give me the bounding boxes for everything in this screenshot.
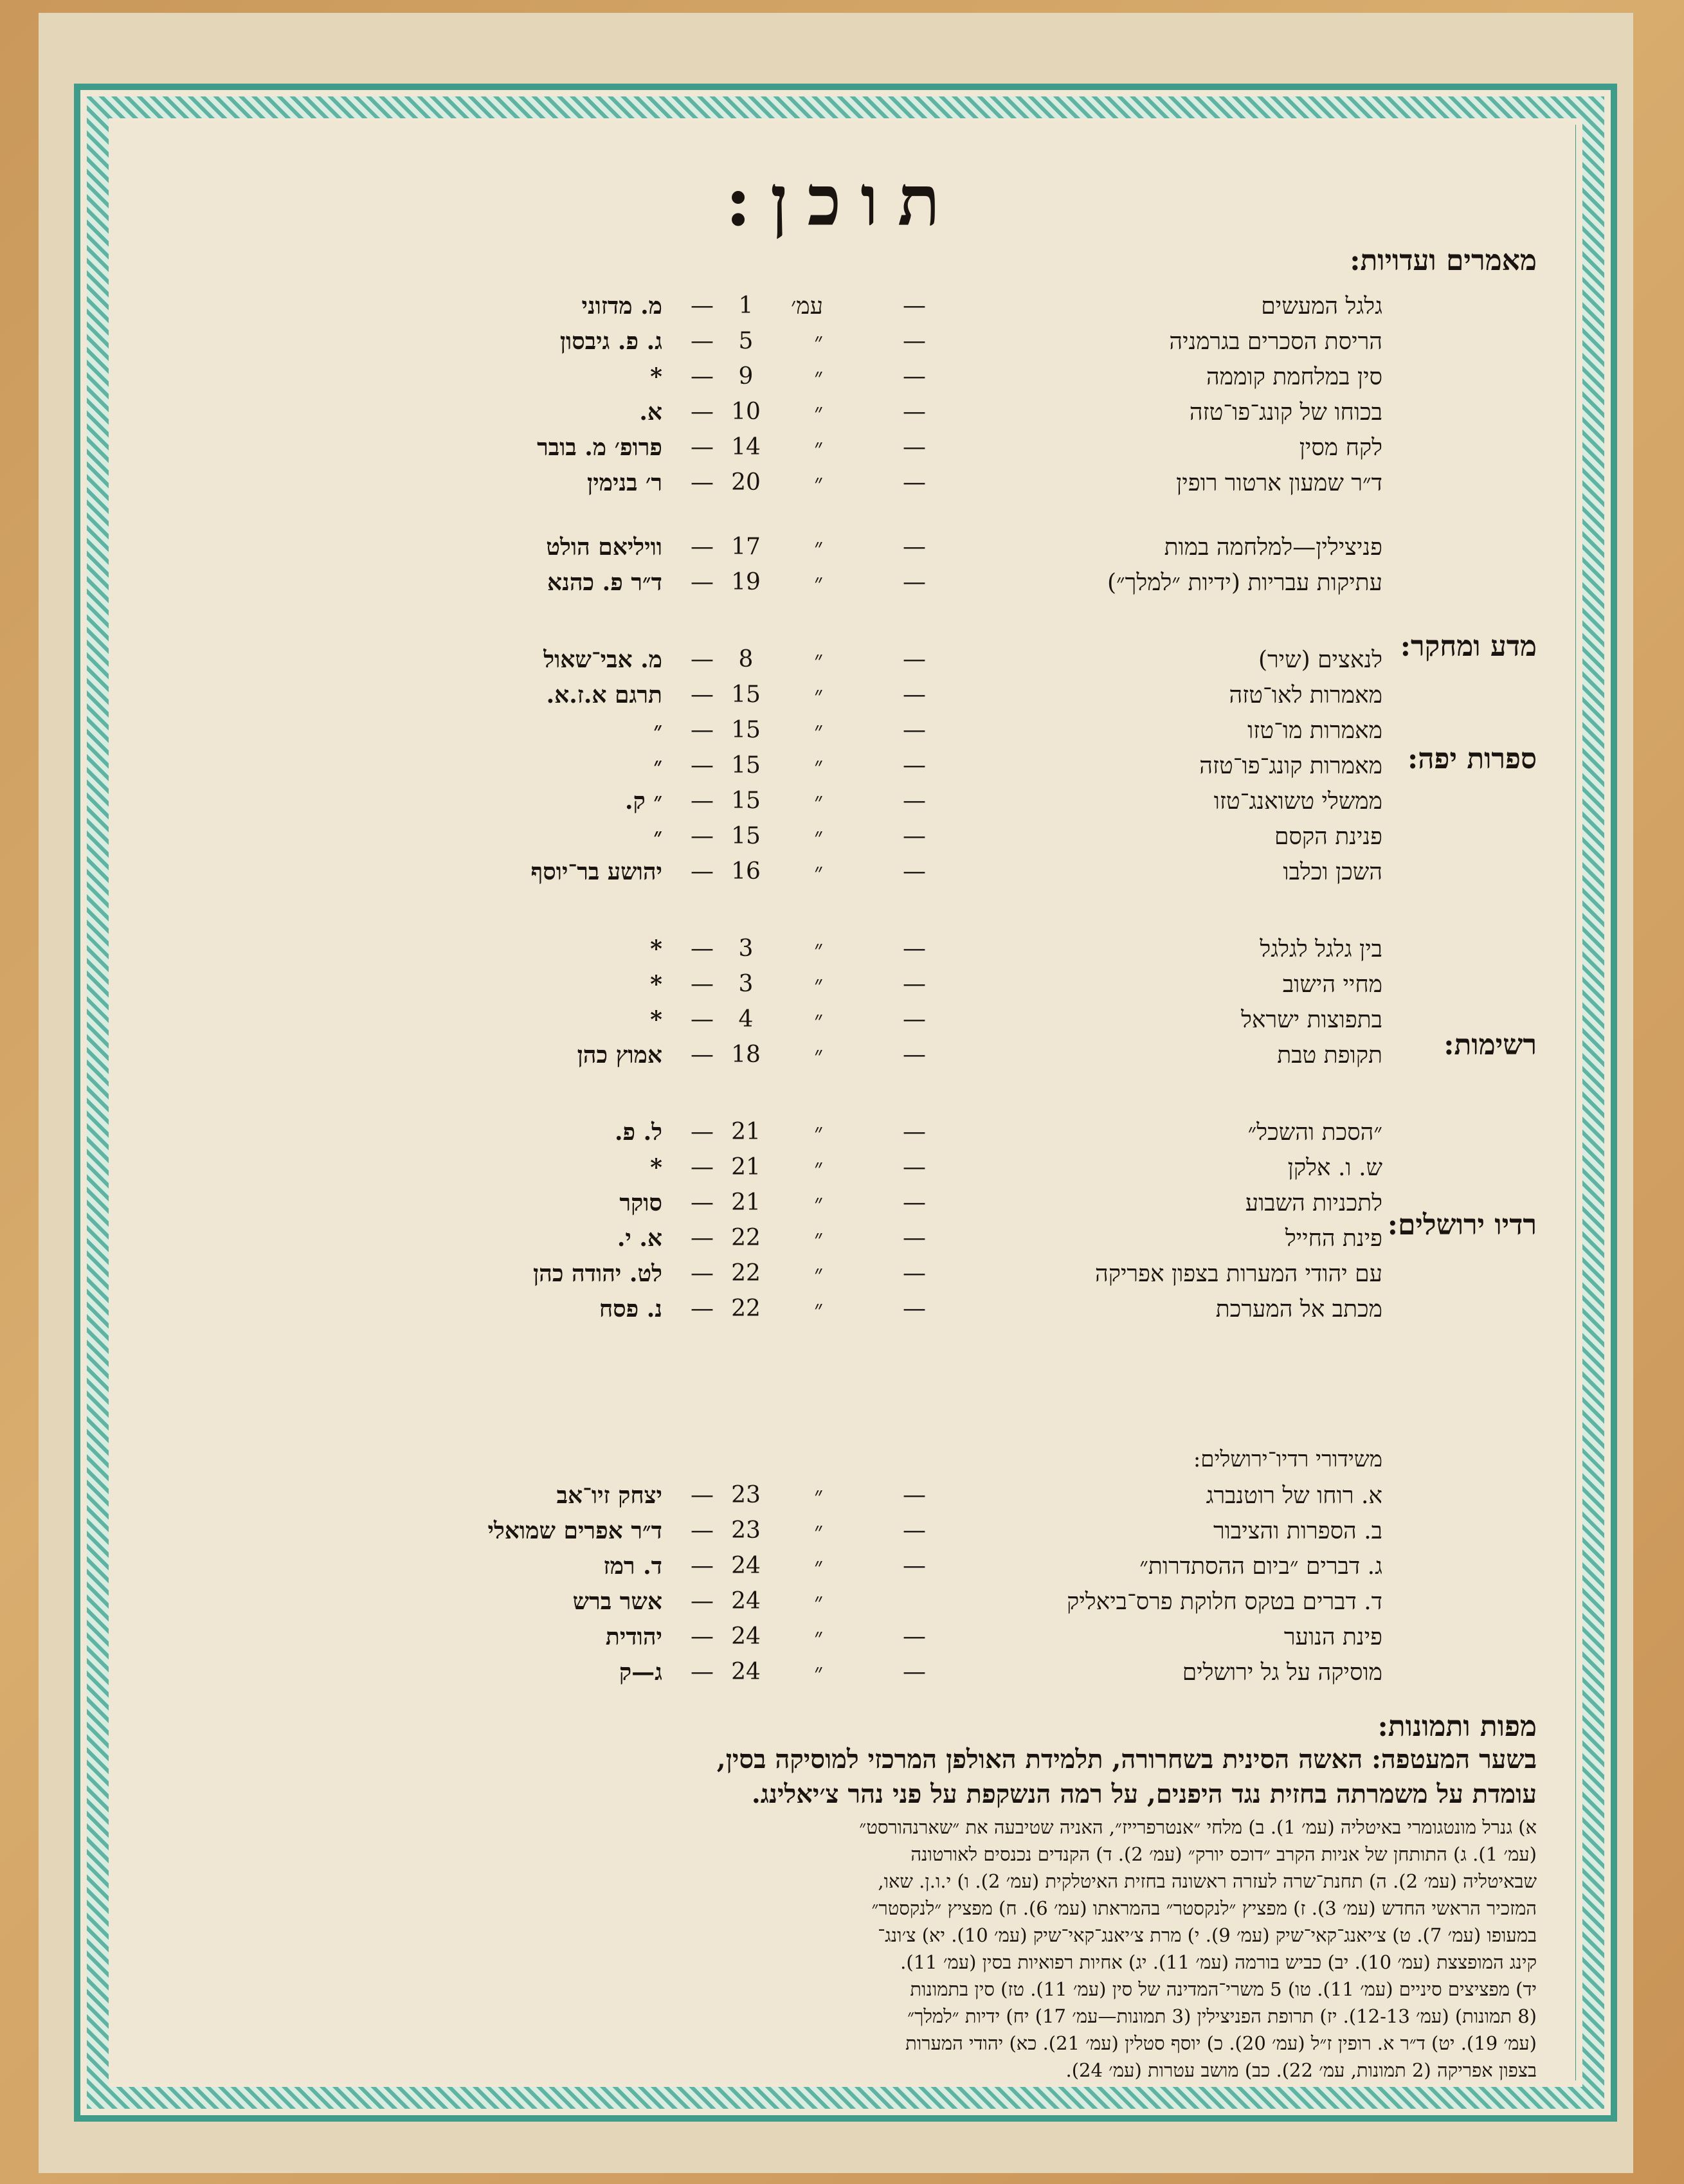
entry-author: יהודית — [605, 1623, 662, 1650]
entry-title: מחיי הישוב — [1282, 971, 1382, 998]
entry-title: בין גלגל לגלגל — [1260, 936, 1382, 962]
entry-title: עתיקות עבריות (ידיות ״למלך״) — [1107, 570, 1382, 596]
entry-separator: — — [691, 1623, 714, 1650]
section-heading-literature: ספרות יפה: — [1407, 743, 1537, 775]
entry-author: ״ — [653, 752, 662, 779]
toc-entry — [109, 469, 1575, 501]
entry-author: * — [650, 1154, 662, 1181]
entry-author: ר׳ בנימין — [587, 469, 662, 496]
entry-separator: — — [903, 1517, 926, 1544]
entry-separator: — — [903, 1553, 926, 1579]
entry-page-prefix: עמ׳ — [790, 293, 823, 320]
entry-page-prefix: ״ — [814, 329, 823, 355]
entry-page-prefix: ״ — [814, 1553, 823, 1580]
toc-entry — [109, 1260, 1575, 1292]
entry-page-prefix: ״ — [814, 1007, 823, 1033]
entry-separator: — — [691, 469, 714, 496]
entry-separator: — — [691, 1295, 714, 1322]
entry-title: ב. הספרות והציבור — [1213, 1518, 1382, 1544]
entry-title: מכתב אל המערכת — [1215, 1296, 1382, 1322]
entry-title: ד״ר שמעון ארטור רופין — [1176, 470, 1382, 496]
entry-title: השכן וכלבו — [1283, 859, 1382, 885]
entry-page-number: 16 — [731, 858, 761, 885]
entry-separator: — — [691, 1006, 714, 1033]
toc-entry — [109, 534, 1575, 566]
section-heading-radio: רדיו ירושלים: — [1387, 1209, 1537, 1241]
entry-separator: — — [903, 1119, 926, 1145]
picture-list-line: קינג המופצצת (עמ׳ 10). יב) כביש בורמה (עמ׳ 11). יג) אחיות רפואיות בסין (עמ׳ 11). — [900, 1951, 1537, 1973]
entry-page-prefix: ״ — [814, 788, 823, 815]
entry-title: עם יהודי המערות בצפון אפריקה — [1094, 1261, 1382, 1287]
toc-entry — [109, 681, 1575, 714]
entry-page-number: 22 — [731, 1260, 761, 1286]
entry-separator: — — [691, 1588, 714, 1614]
entry-author: ד״ר אפרים שמואלי — [487, 1517, 662, 1544]
entry-page-number: 15 — [731, 717, 761, 743]
entry-author: לט. יהודה כהן — [532, 1260, 662, 1287]
entry-page-prefix: ״ — [814, 824, 823, 850]
entry-separator: — — [903, 646, 926, 672]
entry-page-number: 21 — [731, 1119, 761, 1145]
entry-author: נ. פסח — [599, 1295, 662, 1322]
entry-separator: — — [691, 1482, 714, 1508]
entry-author: ל. פ. — [614, 1119, 662, 1146]
entry-title: בכוחו של קונג־פו־טזה — [1189, 399, 1382, 426]
toc-entry — [109, 434, 1575, 466]
toc-entry — [109, 646, 1575, 678]
picture-list-line: במעופו (עמ׳ 7). ט) צ׳יאנג־קאי־שיק (עמ׳ 9). י) מרת צ׳יאנג־קאי־שיק (עמ׳ 10). יא) צ׳ונג־ — [878, 1924, 1537, 1946]
picture-list-line: (8 תמונות) (עמ׳ 12-13). יז) תרופת הפניצילין (3 תמונות—עמ׳ 17) יח) ידיות ״למלך״ — [907, 2005, 1537, 2027]
entry-separator: — — [903, 293, 926, 319]
entry-separator: — — [903, 534, 926, 560]
toc-entry — [109, 1189, 1575, 1222]
entry-page-number: 17 — [731, 534, 761, 560]
toc-entry — [109, 399, 1575, 431]
toc-entry — [109, 328, 1575, 360]
entry-page-number: 23 — [731, 1517, 761, 1544]
entry-title: תקופת טבת — [1277, 1042, 1382, 1069]
entry-separator: — — [903, 363, 926, 390]
toc-entry — [109, 1225, 1575, 1257]
entry-title: פינת החייל — [1285, 1225, 1382, 1252]
entry-separator: — — [691, 971, 714, 997]
entry-page-prefix: ״ — [814, 936, 823, 962]
toc-entry — [109, 1553, 1575, 1585]
entry-separator: — — [903, 681, 926, 708]
picture-list-line: המזכיר הראשי החדש (עמ׳ 3). ז) מפציץ ״לנקסטר״ בהמראתו (עמ׳ 6). ח) מפציץ ״לנקסטר״ — [871, 1897, 1537, 1919]
radio-subheading: משידורי רדיו־ירושלים: — [1193, 1447, 1382, 1472]
entry-page-number: 19 — [731, 569, 761, 595]
picture-list-line: (עמ׳ 19). יט) ד״ר א. רופין ז״ל (עמ׳ 20). כ) יוסף סטלין (עמ׳ 21). כא) יהודי המערות — [905, 2032, 1537, 2054]
entry-separator: — — [903, 788, 926, 814]
entry-page-number: 24 — [731, 1623, 761, 1650]
entry-author: ״ ק. — [624, 788, 662, 815]
entry-separator: — — [691, 823, 714, 849]
entry-author: א. — [639, 399, 662, 426]
toc-entry — [109, 823, 1575, 855]
entry-page-number: 24 — [731, 1588, 761, 1614]
entry-page-number: 14 — [731, 434, 761, 460]
entry-page-prefix: ״ — [814, 1296, 823, 1322]
entry-author: ג—ק — [619, 1659, 662, 1686]
toc-entry — [109, 752, 1575, 784]
entry-separator: — — [691, 1042, 714, 1068]
entry-page-prefix: ״ — [814, 1155, 823, 1181]
entry-title: לתכניות השבוע — [1245, 1190, 1382, 1216]
entry-author: * — [650, 363, 662, 390]
toc-entry — [109, 717, 1575, 749]
entry-separator: — — [903, 328, 926, 354]
entry-title: לנאצים (שיר) — [1258, 647, 1382, 673]
entry-separator: — — [691, 646, 714, 672]
entry-separator: — — [903, 569, 926, 595]
section-heading-maps-pictures: מפות ותמונות: — [1377, 1710, 1537, 1743]
entry-page-number: 21 — [731, 1154, 761, 1180]
entry-separator: — — [903, 1295, 926, 1322]
toc-entry — [109, 1482, 1575, 1514]
entry-page-prefix: ״ — [814, 1261, 823, 1287]
entry-separator: — — [903, 717, 926, 743]
entry-title: סין במלחמת קוממה — [1206, 364, 1382, 390]
entry-separator: — — [691, 935, 714, 962]
entry-separator: — — [903, 1260, 926, 1286]
entry-separator: — — [691, 788, 714, 814]
entry-author: מ. מדזוני — [581, 293, 662, 320]
entry-page-number: 10 — [731, 399, 761, 425]
entry-separator: — — [691, 399, 714, 425]
entry-page-number: 5 — [738, 328, 754, 354]
entry-separator: — — [903, 1006, 926, 1033]
toc-entry — [109, 858, 1575, 890]
entry-author: ד״ר פ. כהנא — [547, 569, 662, 596]
entry-author: * — [650, 971, 662, 998]
entry-separator: — — [903, 1482, 926, 1508]
entry-separator: — — [691, 1517, 714, 1544]
section-heading-science: מדע ומחקר: — [1400, 630, 1537, 663]
entry-title: מאמרות מו־טזו — [1247, 717, 1382, 744]
entry-separator: — — [903, 1042, 926, 1068]
page-title: תוכן: — [725, 161, 959, 242]
entry-separator: — — [691, 293, 714, 319]
entry-page-number: 3 — [738, 935, 754, 962]
entry-page-number: 20 — [731, 469, 761, 496]
entry-page-prefix: ״ — [814, 1659, 823, 1686]
entry-separator: — — [903, 1154, 926, 1180]
entry-page-number: 15 — [731, 788, 761, 814]
entry-separator: — — [691, 1260, 714, 1286]
picture-list-line: א) גנרל מונטגומרי באיטליה (עמ׳ 1). ב) מלחי ״אנטרפרייז״, האניה שטיבעה את ״שארנהורסט״ — [859, 1816, 1537, 1838]
entry-separator: — — [691, 1119, 714, 1145]
entry-author: יצחק זיו־אב — [556, 1482, 662, 1509]
entry-title: מאמרות לאו־טזה — [1229, 682, 1382, 708]
entry-separator: — — [903, 935, 926, 962]
entry-separator: — — [903, 1623, 926, 1650]
entry-page-number: 8 — [738, 646, 754, 672]
entry-page-prefix: ״ — [814, 717, 823, 744]
entry-separator: — — [903, 399, 926, 425]
entry-title: ש. ו. אלקן — [1287, 1155, 1382, 1181]
entry-separator: — — [903, 971, 926, 997]
entry-page-number: 4 — [738, 1006, 754, 1033]
entry-title: מוסיקה על גל ירושלים — [1182, 1659, 1382, 1686]
entry-title: פנינת הקסם — [1274, 824, 1382, 850]
toc-entry — [109, 1623, 1575, 1656]
entry-page-number: 3 — [738, 971, 754, 997]
entry-page-prefix: ״ — [814, 470, 823, 496]
entry-title: הריסת הסכרים בגרמניה — [1169, 329, 1382, 355]
toc-entry — [109, 1517, 1575, 1549]
entry-author: ״ — [653, 823, 662, 850]
entry-separator: — — [691, 1154, 714, 1180]
entry-page-prefix: ״ — [814, 971, 823, 998]
toc-entry — [109, 1119, 1575, 1151]
picture-list-line: שבאיטליה (עמ׳ 2). ה) תחנת־שרה לעזרה ראשונה בחזית האיטלקית (עמ׳ 2). ו) י.ו.ן. שאו, — [878, 1870, 1537, 1892]
toc-entry — [109, 935, 1575, 968]
entry-title: בתפוצות ישראל — [1241, 1007, 1382, 1033]
entry-title: ג. דברים ״ביום ההסתדרות״ — [1139, 1553, 1382, 1580]
entry-separator: — — [691, 363, 714, 390]
entry-page-number: 9 — [738, 363, 754, 390]
toc-entry — [109, 1042, 1575, 1074]
entry-author: * — [650, 1006, 662, 1033]
entry-page-prefix: ״ — [814, 859, 823, 885]
entry-title: פינת הנוער — [1283, 1624, 1382, 1650]
entry-separator: — — [903, 469, 926, 496]
entry-author: אמוץ כהן — [577, 1042, 662, 1069]
section-heading-notes: רשימות: — [1444, 1029, 1537, 1061]
entry-author: ד. רמז — [603, 1553, 662, 1580]
entry-separator: — — [691, 1225, 714, 1251]
entry-page-prefix: ״ — [814, 647, 823, 673]
entry-page-number: 24 — [731, 1659, 761, 1685]
entry-author: אשר ברש — [572, 1588, 662, 1615]
entry-title: ״הסכת והשכל״ — [1247, 1119, 1382, 1146]
entry-separator: — — [691, 858, 714, 885]
entry-page-prefix: ״ — [814, 570, 823, 596]
entry-title: מאמרות קונג־פו־טזה — [1199, 753, 1382, 779]
entry-separator: — — [903, 752, 926, 779]
entry-separator: — — [903, 1225, 926, 1251]
entry-separator: — — [691, 717, 714, 743]
toc-entry — [109, 971, 1575, 1003]
picture-list-line: יד) מפציצים סיניים (עמ׳ 11). טו) 5 משרי־המדינה של סין (עמ׳ 11). טז) סין בתמונות — [910, 1978, 1537, 2000]
entry-page-number: 15 — [731, 681, 761, 708]
entry-separator: — — [903, 434, 926, 460]
entry-page-prefix: ״ — [814, 534, 823, 561]
toc-entry — [109, 293, 1575, 325]
entry-author: א. י. — [617, 1225, 662, 1252]
entry-author: תרגם א.ז.א. — [546, 681, 662, 708]
entry-author: * — [650, 935, 662, 962]
section-heading-articles: מאמרים ועדויות: — [1350, 244, 1537, 277]
entry-page-prefix: ״ — [814, 1589, 823, 1615]
entry-title: פניצילין—למלחמה במות — [1164, 534, 1382, 561]
toc-entry — [109, 1006, 1575, 1038]
entry-author: ״ — [653, 717, 662, 744]
toc-entry — [109, 1154, 1575, 1186]
entry-separator: — — [691, 752, 714, 779]
entry-separator: — — [903, 823, 926, 849]
entry-separator: — — [691, 534, 714, 560]
toc-entry — [109, 788, 1575, 820]
entry-page-number: 22 — [731, 1225, 761, 1251]
toc-entry — [109, 1588, 1575, 1620]
entry-page-prefix: ״ — [814, 1518, 823, 1544]
entry-separator: — — [903, 1659, 926, 1685]
entry-separator: — — [903, 858, 926, 885]
entry-page-prefix: ״ — [814, 682, 823, 708]
entry-page-prefix: ״ — [814, 1624, 823, 1650]
entry-page-number: 15 — [731, 752, 761, 779]
entry-author: יהושע בר־יוסף — [530, 858, 662, 885]
entry-separator: — — [691, 569, 714, 595]
picture-list-line: (עמ׳ 1). ג) התותחן של אניות הקרב ״דוכס יורק״ (עמ׳ 2). ד) הקנדים נכנסים לאורטונה — [910, 1843, 1537, 1865]
entry-title: ד. דברים בטקס חלוקת פרס־ביאליק — [1067, 1589, 1382, 1615]
entry-page-prefix: ״ — [814, 1483, 823, 1509]
entry-page-prefix: ״ — [814, 1190, 823, 1216]
entry-author: וויליאם הולט — [546, 534, 662, 561]
entry-page-number: 23 — [731, 1482, 761, 1508]
entry-page-number: 22 — [731, 1295, 761, 1322]
entry-title: א. רוחו של רוטנברג — [1206, 1483, 1382, 1509]
entry-author: מ. אבי־שאול — [543, 646, 662, 673]
entry-title: גלגל המעשים — [1261, 293, 1382, 320]
entry-page-number: 1 — [738, 293, 754, 319]
entry-page-number: 18 — [731, 1042, 761, 1068]
entry-separator: — — [691, 328, 714, 354]
entry-page-prefix: ״ — [814, 399, 823, 426]
entry-page-prefix: ״ — [814, 1119, 823, 1146]
entry-page-number: 15 — [731, 823, 761, 849]
toc-entry — [109, 1295, 1575, 1328]
cover-caption-line: עומדת על משמרתה בחזית נגד היפנים, על רמה הנשקפת על פני נהר צ׳יאלינג. — [751, 1779, 1537, 1809]
toc-entry — [109, 363, 1575, 395]
entry-author: ג. פ. גיבסון — [559, 328, 662, 355]
entry-separator: — — [691, 1659, 714, 1685]
entry-author: פרופ׳ מ. בובר — [537, 434, 662, 461]
entry-page-prefix: ״ — [814, 364, 823, 390]
entry-page-number: 21 — [731, 1189, 761, 1216]
entry-page-prefix: ״ — [814, 435, 823, 461]
entry-separator: — — [691, 1189, 714, 1216]
entry-page-number: 24 — [731, 1553, 761, 1579]
toc-entry — [109, 569, 1575, 601]
contents-page — [109, 122, 1575, 2083]
entry-separator: — — [691, 434, 714, 460]
toc-entry — [109, 1659, 1575, 1691]
entry-author: סוקר — [619, 1189, 662, 1216]
entry-page-prefix: ״ — [814, 1225, 823, 1252]
entry-separator: — — [903, 1189, 926, 1216]
picture-list-line: בצפון אפריקה (2 תמונות, עמ׳ 22). כב) מושב עטרות (עמ׳ 24). — [1065, 2059, 1537, 2081]
entry-separator: — — [691, 681, 714, 708]
entry-title: ממשלי טשואנג־טזו — [1213, 788, 1382, 815]
entry-page-prefix: ״ — [814, 1042, 823, 1069]
entry-page-prefix: ״ — [814, 753, 823, 779]
entry-separator: — — [691, 1553, 714, 1579]
cover-caption-line: בשער המעטפה: האשה הסינית בשחרורה, תלמידת האולפן המרכזי למוסיקה בסין, — [716, 1744, 1537, 1774]
entry-title: לקח מסין — [1299, 435, 1382, 461]
